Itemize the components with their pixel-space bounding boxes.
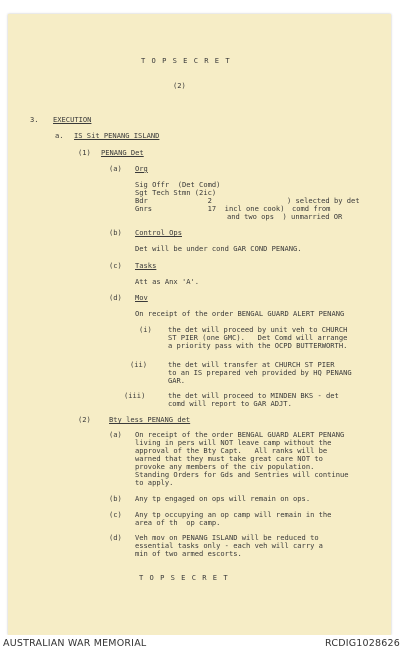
archive-footer xyxy=(0,635,404,654)
para-1-title: PENANG Det xyxy=(101,148,144,157)
mov-letter: (d) xyxy=(109,293,122,302)
mov-iii-number: (iii) xyxy=(124,391,146,400)
org-line: Sgt Tech Stmn (2ic) xyxy=(135,188,217,197)
footer-record-id: RCDIG1028626 xyxy=(325,638,400,649)
page-number: (2) xyxy=(173,81,186,90)
mov-i-line: a priority pass with the OCPD BUTTERWORTH. xyxy=(168,341,348,350)
classification-top: T O P S E C R E T xyxy=(141,56,231,65)
tasks-text: Att as Anx 'A'. xyxy=(135,277,200,286)
para-2c-letter: (c) xyxy=(109,510,122,519)
org-note: comd from xyxy=(292,204,331,213)
mov-ii-line: the det will transfer at CHURCH ST PIER xyxy=(168,360,335,369)
mov-iii-line: comd will report to GAR ADJT. xyxy=(168,399,292,408)
para-2d-line: min of two armed escorts. xyxy=(135,549,242,558)
para-1-number: (1) xyxy=(78,148,91,157)
para-2b-letter: (b) xyxy=(109,494,122,503)
mov-intro: On receipt of the order BENGAL GUARD ALERT PENANG xyxy=(135,309,345,318)
para-2c-line: area of th op camp. xyxy=(135,518,221,527)
org-line: Sig Offr (Det Comd) xyxy=(135,180,221,189)
para-2a-line: warned that they must take great care NOT to xyxy=(135,454,323,463)
para-2b-text: Any tp engaged on ops will remain on ops. xyxy=(135,494,311,503)
mov-i-number: (i) xyxy=(139,325,152,334)
org-note: and two ops ) unmarried OR xyxy=(227,212,343,221)
sub-a-letter: a. xyxy=(55,131,64,140)
section-title: EXECUTION xyxy=(53,115,92,124)
para-2a-line: Standing Orders for Gds and Sentries will continue xyxy=(135,470,349,479)
control-ops-letter: (b) xyxy=(109,228,122,237)
org-line: Gnrs 17 incl one cook) xyxy=(135,204,285,213)
para-2-title: Bty less PENANG det xyxy=(109,415,191,424)
para-2-number: (2) xyxy=(78,415,91,424)
mov-ii-line: to an IS prepared veh provided by HQ PENANG xyxy=(168,368,352,377)
control-ops-title: Control Ops xyxy=(135,228,182,237)
tasks-title: Tasks xyxy=(135,261,157,270)
para-2d-line: essential tasks only - each veh will carry a xyxy=(135,541,323,550)
org-note: ) selected by det xyxy=(287,196,360,205)
mov-ii-number: (ii) xyxy=(130,360,148,369)
sub-a-title: IS Sit PENANG ISLAND xyxy=(74,131,160,140)
mov-ii-line: GAR. xyxy=(168,376,186,385)
org-title: Org xyxy=(135,164,148,173)
footer-source: AUSTRALIAN WAR MEMORIAL xyxy=(3,638,147,649)
control-ops-text: Det will be under cond GAR COND PENANG. xyxy=(135,244,302,253)
para-2a-line: to apply. xyxy=(135,478,174,487)
mov-iii-line: the det will proceed to MINDEN BKS - det xyxy=(168,391,339,400)
para-2a-line: living in pers will NOT leave camp without the xyxy=(135,438,332,447)
para-2a-line: approval of the Bty Capt. All ranks will be xyxy=(135,446,328,455)
mov-i-line: ST PIER (one GMC). Det Comd will arrange xyxy=(168,333,348,342)
org-letter: (a) xyxy=(109,164,122,173)
para-2d-line: Veh mov on PENANG ISLAND will be reduced to xyxy=(135,533,319,542)
section-number: 3. xyxy=(30,115,39,124)
classification-bottom: T O P S E C R E T xyxy=(139,573,229,582)
document-page xyxy=(8,14,391,635)
para-2a-line: provoke any members of the civ population. xyxy=(135,462,315,471)
para-2a-letter: (a) xyxy=(109,430,122,439)
tasks-letter: (c) xyxy=(109,261,122,270)
para-2d-letter: (d) xyxy=(109,533,122,542)
mov-i-line: the det will proceed by unit veh to CHURCH xyxy=(168,325,348,334)
org-line: Bdr 2 xyxy=(135,196,212,205)
mov-title: Mov xyxy=(135,293,148,302)
para-2a-line: On receipt of the order BENGAL GUARD ALERT PENANG xyxy=(135,430,345,439)
para-2c-line: Any tp occupying an op camp will remain in the xyxy=(135,510,332,519)
